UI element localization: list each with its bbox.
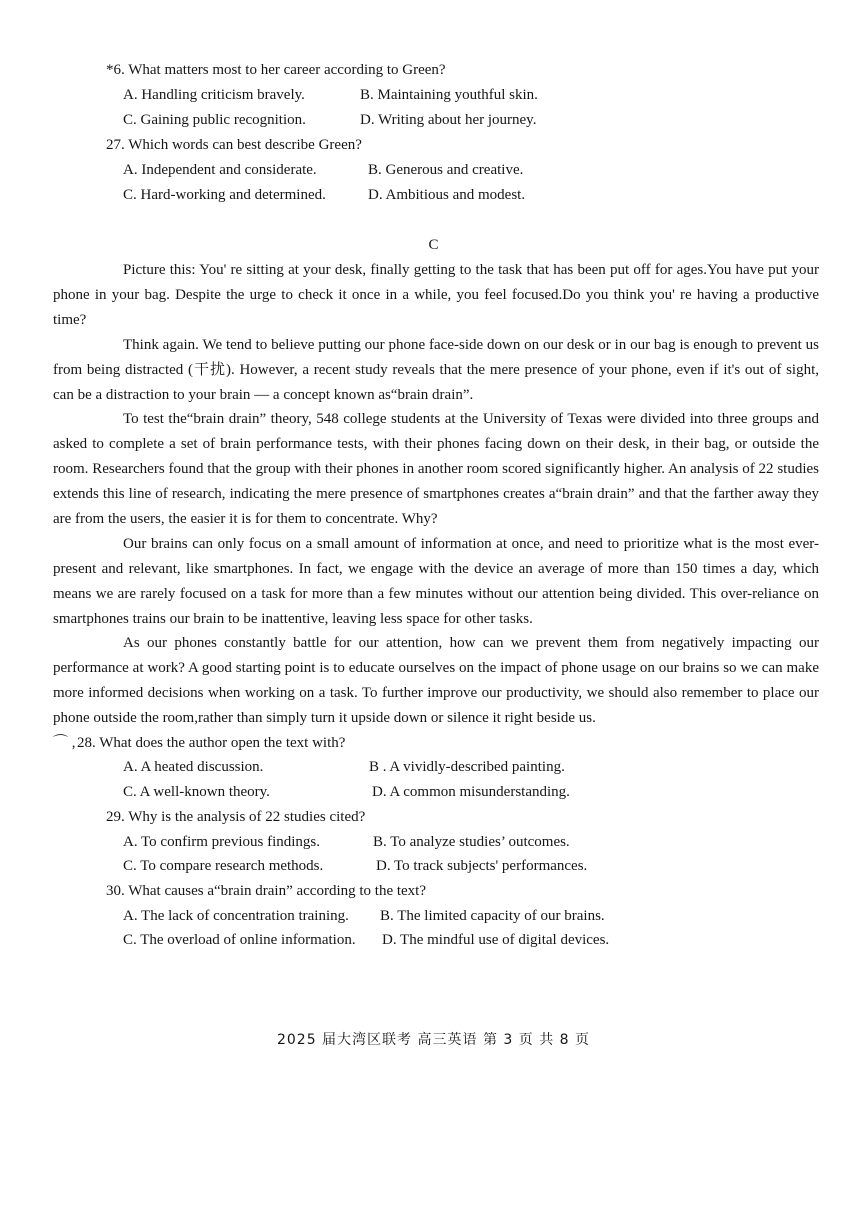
question-29-option-a: A. To confirm previous findings.	[123, 834, 320, 850]
question-27-option-b: B. Generous and creative.	[368, 162, 524, 178]
handwritten-margin-mark: ⌒ ,	[53, 735, 76, 751]
question-28-option-b: B . A vividly-described painting.	[369, 759, 565, 775]
question-26-option-d: D. Writing about her journey.	[360, 112, 537, 128]
passage-paragraph-1	[53, 258, 819, 333]
passage-paragraph-5-text: As our phones constantly battle for our attention, how can we prevent them from negatively impacting our performance at work? A good starting point is to educate ourselves on the impact of phone usage on our brains so we can make more informed decisions when working on a task. To further improve our productivity, we should also remember to place our phone outside the room,rather than simply turn it upside down or silence it right beside us.	[53, 635, 819, 726]
question-26-option-c: C. Gaining public recognition.	[123, 112, 306, 128]
passage-paragraph-4-text: Our brains can only focus on a small amount of information at once, and need to prioritize what is the most ever-present and relevant, like smartphones. In fact, we engage with the device an average of more than 150 times a day, which means we are rarely focused on a task for more than a few minutes without our attention being divided. This over-reliance on smartphones trains our brain to be inattentive, leaving less space for other tasks.	[53, 536, 819, 627]
question-27-option-a: A. Independent and considerate.	[123, 162, 317, 178]
passage-paragraph-3	[53, 407, 819, 532]
passage-paragraph-4	[53, 532, 819, 632]
question-29-option-d: D. To track subjects' performances.	[376, 858, 588, 874]
question-27-option-c: C. Hard-working and determined.	[123, 187, 326, 203]
passage-paragraph-2	[53, 333, 819, 408]
question-27-option-d: D. Ambitious and modest.	[368, 187, 526, 203]
question-27-stem: 27. Which words can best describe Green?	[106, 137, 362, 153]
question-26-stem: *6. What matters most to her career according to Green?	[106, 62, 446, 78]
passage-paragraph-3-text: To test the“brain drain” theory, 548 college students at the University of Texas were divided into three groups and asked to complete a set of brain performance tests, with their phones facing down on their desk, in their bag, or outside the room. Researchers found that the group with their phones in another room scored significantly higher. An analysis of 22 studies extends this line of research, indicating the mere presence of smartphones creates a“brain drain” and that the farther away they are from the users, the easier it is for them to concentrate. Why?	[53, 411, 819, 527]
question-28-stem: 28. What does the author open the text with?	[77, 735, 346, 751]
question-29-option-c: C. To compare research methods.	[123, 858, 324, 874]
question-28-option-a: A. A heated discussion.	[123, 759, 264, 775]
passage-paragraph-5	[53, 631, 819, 731]
question-28-option-c: C. A well-known theory.	[123, 784, 270, 800]
question-30-option-b: B. The limited capacity of our brains.	[380, 908, 605, 924]
question-30-option-a: A. The lack of concentration training.	[123, 908, 349, 924]
question-26-option-b: B. Maintaining youthful skin.	[360, 87, 538, 103]
section-c-heading: C	[428, 237, 439, 253]
question-29-option-b: B. To analyze studies’ outcomes.	[373, 834, 570, 850]
page-footer: 2025 届大湾区联考 高三英语 第 3 页 共 8 页	[276, 1032, 591, 1048]
passage-paragraph-1-text: Picture this: You' re sitting at your desk, finally getting to the task that has been put off for ages.You have put your phone in your bag. Despite the urge to check it once in a while, you feel focused.Do you think you' re having a productive time?	[53, 262, 819, 328]
question-30-stem: 30. What causes a“brain drain” according to the text?	[106, 883, 427, 899]
passage-paragraph-2-text: Think again. We tend to believe putting our phone face-side down on our desk or in our bag is enough to prevent us from being distracted (干扰). However, a recent study reveals that the mere presence of your phone, even if it's out of sight, can be a distraction to your brain — a concept known as“brain drain”.	[53, 337, 819, 403]
question-28-option-d: D. A common misunderstanding.	[372, 784, 570, 800]
question-29-stem: 29. Why is the analysis of 22 studies cited?	[106, 809, 366, 825]
question-30-option-d: D. The mindful use of digital devices.	[382, 932, 610, 948]
question-26-option-a: A. Handling criticism bravely.	[123, 87, 305, 103]
question-30-option-c: C. The overload of online information.	[123, 932, 356, 948]
